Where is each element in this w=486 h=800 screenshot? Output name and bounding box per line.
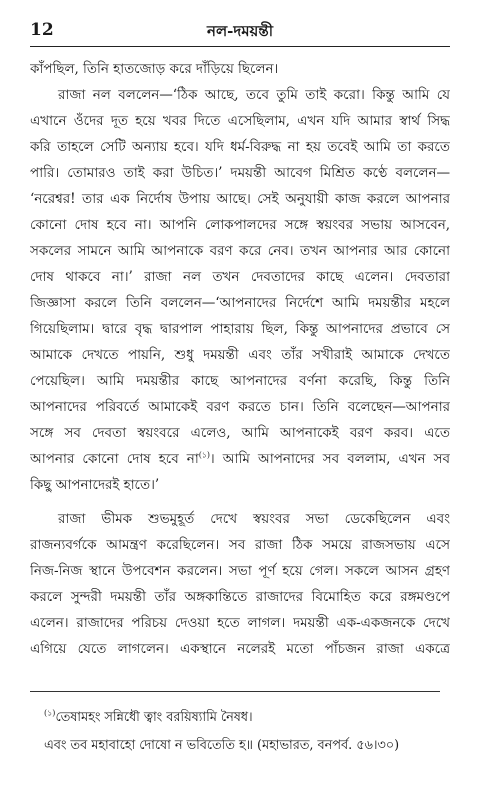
text-line [30,134,450,160]
body-text [30,56,450,662]
text-line [30,584,450,610]
text-line [30,610,450,636]
text-line [30,212,450,238]
footnote-marker: (১) [44,708,56,718]
text-line-content: রাজন্যবর্গকে আমন্ত্রণ করেছিলেন। সব রাজা ঠিক সময়ে রাজসভায় এসে [30,537,450,553]
footnote-line [44,704,456,732]
text-line [30,238,450,264]
text-line [30,472,450,498]
text-line [30,636,450,662]
text-line [30,532,450,558]
text-line-content: আমাকে দেখতে পায়নি, শুধু দময়ন্তী এবং তাঁর সখীরাই আমাকে দেখতে [30,347,450,363]
text-line [30,290,450,316]
text-line-content: পারি। তোমারও তাই করা উচিত।’ দময়ন্তী আবেগ মিশ্রিত কণ্ঠে বললেন— [30,165,450,181]
text-line [30,108,450,134]
text-line-content: সঙ্গে সব দেবতা স্বয়ংবরে এলেও, আমি আপনাকেই বরণ করব। এতে [30,425,450,441]
text-line [30,394,450,420]
text-line [30,342,450,368]
footnotes [44,704,456,760]
text-line-content: কিছু আপনাদেরই হাতে।’ [30,477,160,493]
text-line-content: করি তাহলে সেটি অন্যায় হবে। যদি ধর্ম-বিরুদ্ধ না হয় তবেই আমি তা করতে [30,139,450,155]
footnote-line [44,732,456,760]
text-line [30,82,450,108]
text-line [30,420,450,446]
footnote-rule [30,691,440,692]
text-line [30,160,450,186]
text-line-content: সকলের সামনে আমি আপনাকে বরণ করে নেব। তখন আপনার আর কোনো [30,243,450,259]
text-line-content: এগিয়ে যেতে লাগলেন। একস্থানে নলেরই মতো পাঁচজন রাজা একত্রে [30,641,450,657]
text-line-content: এখানে ওঁদের দূত হয়ে খবর দিতে এসেছিলাম, এখন যদি আমার স্বার্থ সিদ্ধ [30,113,450,129]
text-line [30,368,450,394]
text-line-content: কাঁপছিল, তিনি হাতজোড় করে দাঁড়িয়ে ছিলেন। [30,61,279,77]
footnote-text: তেষামহং সন্নিধৌ ত্বাং বরয়িষ্যামি নৈষধ। [55,710,253,725]
header-rule [30,46,450,47]
text-line-content: ‘নরেশ্বর! তার এক নির্দোষ উপায় আছে। সেই অনুযায়ী কাজ করলে আপনার [30,191,450,207]
paragraph-gap [30,498,450,506]
text-line [30,316,450,342]
text-line [30,558,450,584]
text-line [30,506,450,532]
text-line-content: জিজ্ঞাসা করলে তিনি বললেন—‘আপনাদের নির্দেশে আমি দময়ন্তীর মহলে [30,295,450,311]
text-line-content: পেয়েছিল। আমি দময়ন্তীর কাছে আপনাদের বর্ণনা করেছি, কিন্তু তিনি [30,373,450,389]
page-header [30,16,450,44]
text-line-content: কোনো দোষ হবে না। আপনি লোকপালদের সঙ্গে স্বয়ংবর সভায় আসবেন, [30,217,450,233]
text-line-content: আপনাদের পরিবর্তে আমাকেই বরণ করতে চান। তিনি বলেছেন—আপনার [30,399,450,415]
text-line [30,264,450,290]
footnote-text: এবং তব মহাবাহো দোষো ন ভবিতেতি হ॥ (মহাভারত, বনপর্ব. ৫৬।৩০) [44,738,400,753]
text-line-content: রাজা ভীমক শুভমুহূর্ত দেখে স্বয়ংবর সভা ডেকেছিলেন এবং [58,511,450,527]
text-line [30,446,450,472]
text-line-content: করলে সুন্দরী দময়ন্তী তাঁর অঙ্গকান্তিতে রাজাদের বিমোহিত করে রঙ্গমণ্ডপে [30,589,450,605]
page-number: 12 [30,20,54,40]
text-line-content: আপনার কোনো দোষ হবে না [30,451,199,467]
text-line-content: এলেন। রাজাদের পরিচয় দেওয়া হতে লাগল। দময়ন্তী এক-একজনকে দেখে [30,615,450,631]
text-line-content: । আমি আপনাদের সব বললাম, এখন সব [209,451,450,467]
text-line [30,56,450,82]
text-line-content: নিজ-নিজ স্থানে উপবেশন করলেন। সভা পূর্ণ হয়ে গেল। সকলে আসন গ্রহণ [30,563,450,579]
text-line [30,186,450,212]
text-line-content: দোষ থাকবে না।’ রাজা নল তখন দেবতাদের কাছে এলেন। দেবতারা [30,269,450,285]
running-title: নল-দময়ন্তী [206,22,274,40]
text-line-content: গিয়েছিলাম। দ্বারে বৃদ্ধ দ্বারপাল পাহারায় ছিল, কিন্তু আপনাদের প্রভাবে সে [30,321,450,337]
text-line-content: রাজা নল বললেন—‘ঠিক আছে, তবে তুমি তাই করো। কিন্তু আমি যে [58,87,450,103]
footnote-marker: (১) [198,450,210,460]
